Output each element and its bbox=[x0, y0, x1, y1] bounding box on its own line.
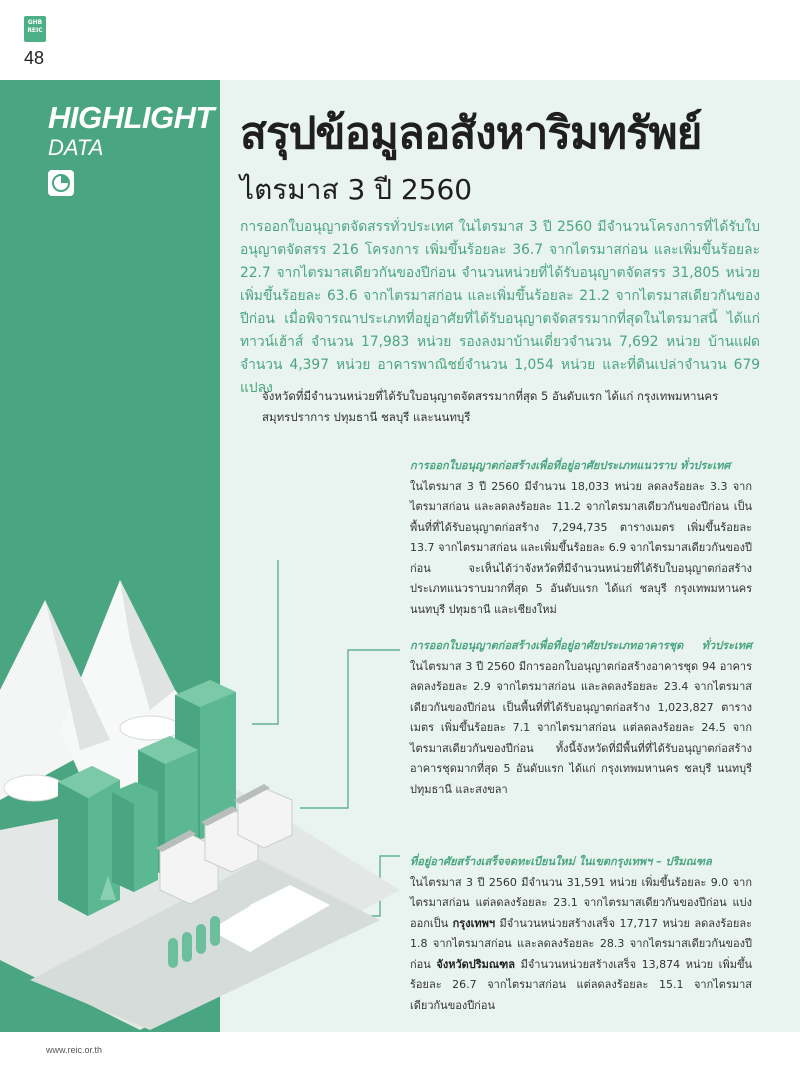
section-heading: การออกใบอนุญาตก่อสร้างเพื่อที่อยู่อาศัยประเภทอาคารชุด ทั่วประเทศ bbox=[410, 639, 752, 652]
footer-url[interactable]: www.reic.or.th bbox=[46, 1045, 103, 1055]
section-condo-permits bbox=[410, 636, 752, 800]
ghb-reic-logo bbox=[24, 16, 46, 42]
logo-text: GHB REIC bbox=[27, 19, 43, 34]
building-small bbox=[112, 782, 158, 892]
section-body-a: ในไตรมาส 3 ปี 2560 มีจำนวน 31,591 หน่วย เพิ่มขึ้นร้อยละ 9.0 จากไตรมาสก่อน แต่ลดลงร้อยละ 23.1 จากไตรมาสเดียวกันของปีก่อน แบ่งออกเป็น bbox=[410, 875, 752, 930]
section-body-b: มีจำนวนหน่วยสร้างเสร็จ 17,717 หน่วย ลดลงร้อยละ 1.8 จากไตรมาสก่อน และลดลงร้อยละ 28.3 จากไตรมาสเดียวกันของปีก่อน bbox=[410, 916, 752, 971]
vicinity-label: จังหวัดปริมณฑล bbox=[436, 957, 515, 971]
pie-chart-icon bbox=[48, 170, 74, 196]
bangkok-label: กรุงเทพฯ bbox=[452, 916, 496, 930]
highlight-subtitle: DATA bbox=[48, 135, 104, 160]
section-body: ในไตรมาส 3 ปี 2560 มีจำนวน 18,033 หน่วย ลดลงร้อยละ 3.3 จากไตรมาสก่อน และลดลงร้อยละ 11.2 จากไตรมาสเดียวกันของปีก่อน เป็นพื้นที่ที่ได้รับอนุญาตก่อสร้าง 7,294,735 ตารางเมตร เพิ่มขึ้นร้อยละ 13.7 จากไตรมาสก่อน และเพิ่มขึ้นร้อยละ 6.9 จากไตรมาสเดียวกันของปีก่อน จะเห็นได้ว่าจังหวัดที่มีจำนวนหน่วยที่ได้รับใบอนุญาตก่อสร้างประเภทแนวราบมากที่สุด 5 อันดับแรก ได้แก่ ชลบุรี กรุงเทพมหานคร นนทบุรี ปทุมธานี และเชียงใหม่ bbox=[410, 479, 752, 616]
page-title: สรุปข้อมูลอสังหาริมทรัพย์ bbox=[240, 108, 702, 159]
intro-paragraph: การออกใบอนุญาตจัดสรรทั่วประเทศ ในไตรมาส 3 ปี 2560 มีจำนวนโครงการที่ได้รับใบอนุญาตจัดสรร 216 โครงการ เพิ่มขึ้นร้อยละ 36.7 จากไตรมาสก่อน และเพิ่มขึ้นร้อยละ 22.7 จากไตรมาสเดียวกันของปีก่อน จำนวนหน่วยที่ได้รับอนุญาตจัดสรร 31,805 หน่วย เพิ่มขึ้นร้อยละ 63.6 จากไตรมาสก่อน และเพิ่มขึ้นร้อยละ 21.2 จากไตรมาสเดียวกันของปีก่อน เมื่อพิจารณาประเภทที่อยู่อาศัยที่ได้รับอนุญาตจัดสรรมากที่สุดในไตรมาสนี้ ได้แก่ ทาวน์เฮ้าส์ จำนวน 17,983 หน่วย รองลงมาบ้านเดี่ยวจำนวน 7,692 หน่วย บ้านแฝดจำนวน 4,397 หน่วย อาคารพาณิชย์จำนวน 1,054 หน่วย และที่ดินเปล่าจำนวน 679 แปลง bbox=[240, 219, 760, 396]
section-heading: การออกใบอนุญาตก่อสร้างเพื่อที่อยู่อาศัยประเภทแนวราบ ทั่วประเทศ bbox=[410, 459, 731, 472]
page-number: 48 bbox=[24, 48, 45, 68]
section-completed-housing bbox=[410, 852, 752, 1016]
section-lowrise-permits bbox=[410, 456, 752, 620]
section-body-c: มีจำนวนหน่วยสร้างเสร็จ 13,874 หน่วย เพิ่มขึ้นร้อยละ 26.7 จากไตรมาสก่อน แต่ลดลงร้อยละ 15.1 จากไตรมาสเดียวกันของปีก่อน bbox=[410, 957, 752, 1012]
page-subtitle: ไตรมาส 3 ปี 2560 bbox=[240, 173, 473, 206]
city-illustration bbox=[0, 560, 420, 1032]
top5-paragraph: จังหวัดที่มีจำนวนหน่วยที่ได้รับใบอนุญาตจัดสรรมากที่สุด 5 อันดับแรก ได้แก่ กรุงเทพมหานคร สมุทรปราการ ปทุมธานี ชลบุรี และนนทบุรี bbox=[262, 389, 719, 424]
section-body: ในไตรมาส 3 ปี 2560 มีการออกใบอนุญาตก่อสร้างอาคารชุด 94 อาคาร ลดลงร้อยละ 2.9 จากไตรมาสก่อน และลดลงร้อยละ 23.4 จากไตรมาสเดียวกันของปีก่อน เป็นพื้นที่ที่ได้รับอนุญาตก่อสร้าง 1,023,827 ตารางเมตร เพิ่มขึ้นร้อยละ 7.1 จากไตรมาสก่อน แต่ลดลงร้อยละ 24.5 จากไตรมาสเดียวกันของปีก่อน ทั้งนี้จังหวัดที่มีพื้นที่ที่ได้รับอนุญาตก่อสร้างอาคารชุดมากที่สุด 5 อันดับแรก ได้แก่ กรุงเทพมหานคร ชลบุรี นนทบุรี ปทุมธานี และสงขลา bbox=[410, 659, 752, 796]
section-heading: ที่อยู่อาศัยสร้างเสร็จจดทะเบียนใหม่ ในเขตกรุงเทพฯ – ปริมณฑล bbox=[410, 855, 712, 868]
highlight-title: HIGHLIGHT bbox=[48, 100, 214, 135]
